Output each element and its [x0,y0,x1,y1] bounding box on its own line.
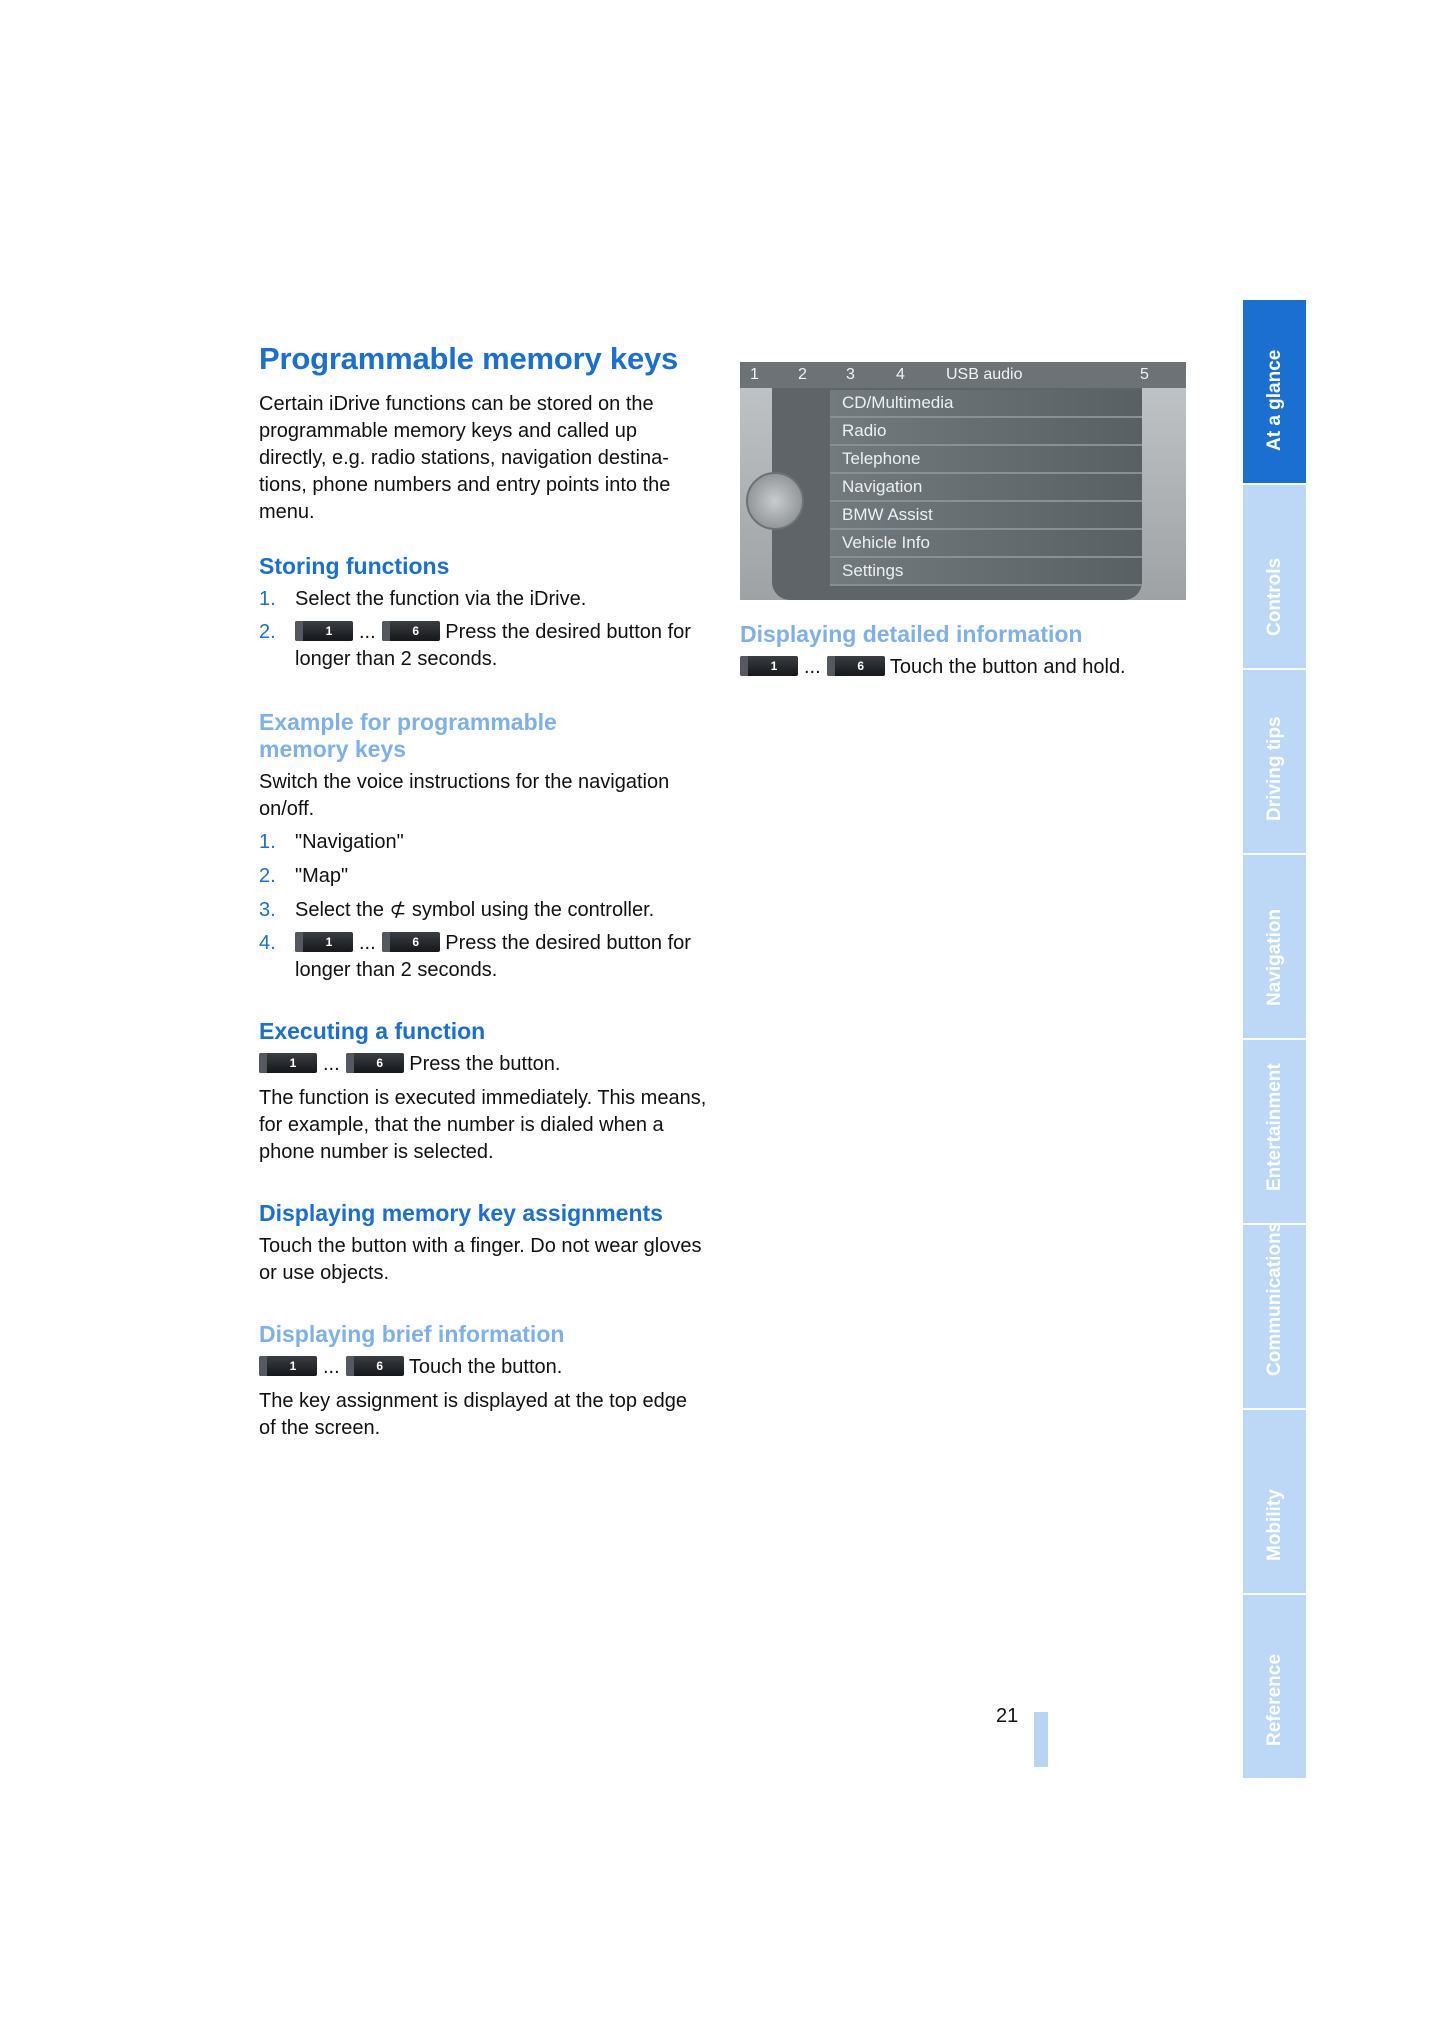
memory-key-6-icon: 6 [827,656,885,676]
detailed-key-line [740,654,1200,681]
step-text: Press the desired button for longer than 2 seconds. [295,932,691,982]
memory-key-1-icon: 1 [740,656,798,676]
mute-voice-icon: ⊄ [389,899,407,922]
example-step [259,897,709,924]
step-text: Select the ⊄ symbol using the controller. [295,899,655,922]
step-number: 1. [259,588,276,611]
menu-item: CD/Multimedia [830,390,1142,418]
memory-key-1-icon: 1 [259,1053,317,1073]
example-step [259,930,709,984]
step-text: Press the desired button for longer than 2 seconds. [295,621,691,671]
tab-reference[interactable]: Reference [1243,1595,1306,1780]
menu-item: Navigation [830,474,1142,502]
step-text: "Navigation" [295,831,404,854]
step-number: 1. [259,831,276,854]
menu-item: Settings [830,558,1142,586]
memory-key-1-icon: 1 [295,621,353,641]
tab-driving-tips[interactable]: Driving tips [1243,670,1306,855]
ellipsis: ... [323,1053,340,1076]
example-step [259,829,709,856]
executing-heading: Executing a function [259,1018,486,1045]
brief-key-text: Touch the button. [408,1356,563,1379]
intro-text: Certain iDrive functions can be stored on the programmable memory keys and called up directly, e.g. radio stations, navigation destina-tions, phone numbers and entry points into the menu. [259,393,671,524]
menu-item: Radio [830,418,1142,446]
idrive-menu-panel [772,388,1142,600]
memory-key-6-icon: 6 [382,621,440,641]
detailed-heading: Displaying detailed information [740,621,1083,647]
tab-navigation[interactable]: Navigation [1243,855,1306,1040]
brief-text: The key assignment is displayed at the top edge of the screen. [259,1390,688,1440]
executing-key-text: Press the button. [409,1053,561,1076]
assignments-text: Touch the button with a finger. Do not wear gloves or use objects. [259,1235,702,1285]
brief-heading: Displaying brief information [259,1321,565,1348]
step-number: 2. [259,865,276,888]
example-heading: Example for programmable memory keys [259,709,557,763]
memory-key-6-icon: 6 [382,932,440,952]
tab-mobility[interactable]: Mobility [1243,1410,1306,1595]
step-number: 2. [259,621,276,644]
tab-at-a-glance[interactable]: At a glance [1243,300,1306,485]
assignments-heading: Displaying memory key assignments [259,1200,663,1227]
controller-knob-icon [746,472,804,530]
right-column [740,621,1200,681]
executing-text: The function is executed immediately. This means, for example, that the number is dialed when a phone number is selected. [259,1087,707,1164]
ellipsis: ... [804,656,821,678]
step-text: Select the function via the iDrive. [295,588,587,611]
ellipsis: ... [359,621,376,644]
tab-communications[interactable]: Communications [1243,1225,1306,1410]
menu-item: Vehicle Info [830,530,1142,558]
memory-key-6-icon: 6 [346,1356,404,1376]
storing-heading: Storing functions [259,553,450,580]
menu-item: Telephone [830,446,1142,474]
storing-step [259,586,709,613]
memory-key-status-bar: 1 2 3 4 USB audio 5 [740,362,1186,388]
example-text: Switch the voice instructions for the navigation on/off. [259,771,670,821]
step-text: "Map" [295,865,349,888]
page-number: 21 [996,1705,1019,1727]
executing-key-line [259,1051,709,1078]
ellipsis: ... [323,1356,340,1379]
step-number: 3. [259,899,276,922]
memory-key-1-icon: 1 [295,932,353,952]
page-marker-bar [1034,1712,1048,1767]
tab-controls[interactable]: Controls [1243,485,1306,670]
step-number: 4. [259,932,276,955]
example-step [259,863,709,890]
brief-key-line [259,1354,709,1381]
memory-key-6-icon: 6 [346,1053,404,1073]
memory-key-1-icon: 1 [259,1356,317,1376]
page-title: Programmable memory keys [259,341,679,376]
storing-step [259,619,709,673]
chapter-tabs [1243,300,1306,1780]
detailed-key-text: Touch the button and hold. [889,656,1126,678]
menu-item: BMW Assist [830,502,1142,530]
idrive-menu-screenshot [740,362,1186,600]
left-column [259,340,709,1442]
ellipsis: ... [359,932,376,955]
tab-entertainment[interactable]: Entertainment [1243,1040,1306,1225]
